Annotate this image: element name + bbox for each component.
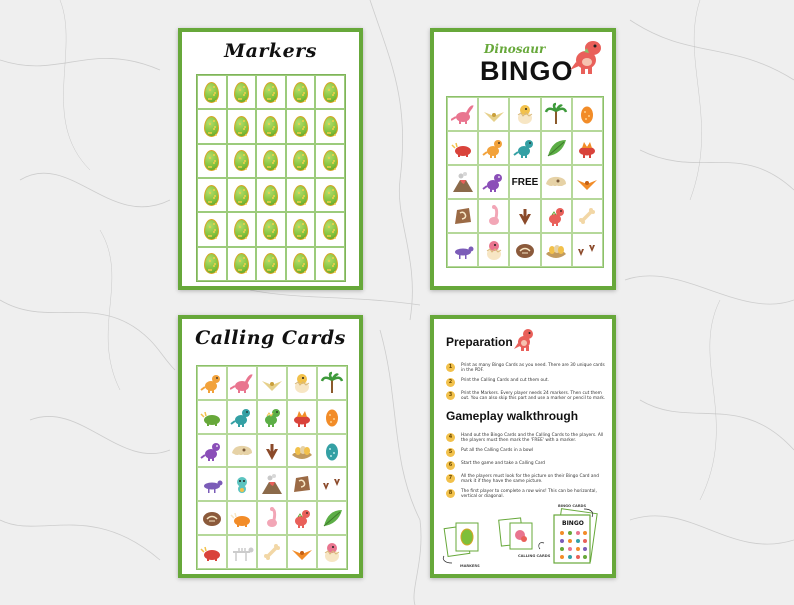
step-item <box>446 378 606 387</box>
marker-cell <box>286 178 316 212</box>
arrow-icon <box>539 543 544 549</box>
marker-cell <box>197 144 227 178</box>
egg-marker-icon <box>204 253 219 274</box>
marker-cell <box>256 109 286 143</box>
egg-marker-icon <box>323 219 338 240</box>
step-text: Put all the Calling Cards in a bowl <box>461 447 534 453</box>
bingo-cell <box>572 233 603 267</box>
marker-cell <box>315 247 345 281</box>
dino-teal-icon <box>230 405 254 429</box>
dino-purple-icon <box>200 439 224 463</box>
egg-marker-icon <box>234 150 249 171</box>
egg-marker-icon <box>293 185 308 206</box>
dino-pink-longneck-icon <box>482 204 506 228</box>
marker-cell <box>256 212 286 246</box>
calling-card-cell <box>227 366 257 400</box>
palm-leaf-icon <box>544 136 568 160</box>
calling-card-cell <box>227 535 257 569</box>
bingo-cell <box>447 233 478 267</box>
pterodactyl-orange-icon <box>290 540 314 564</box>
egg-marker-icon <box>204 219 219 240</box>
dino-orange-icon <box>200 371 224 395</box>
calling-card-cell <box>317 501 347 535</box>
egg-marker-icon <box>293 82 308 103</box>
footprint-small-icon <box>320 472 344 496</box>
dino-pink-longneck-icon <box>260 506 284 530</box>
egg-marker-icon <box>204 185 219 206</box>
fossil-icon <box>451 204 475 228</box>
marker-cell <box>227 247 257 281</box>
egg-marker-icon <box>323 185 338 206</box>
bingo-cell <box>447 199 478 233</box>
markers-label: MARKERS <box>460 564 480 568</box>
egg-marker-icon <box>234 116 249 137</box>
marker-cell <box>197 75 227 109</box>
bingo-cell <box>478 233 509 267</box>
step-text: Print the Markers. Every player needs 24 markers. Then cut them out. You can also skip this part and use a marker or pencil to mark. <box>461 390 606 402</box>
triceratops-red-icon <box>451 136 475 160</box>
marker-cell <box>256 247 286 281</box>
calling-card-cell <box>317 535 347 569</box>
calling-card-cell <box>257 366 287 400</box>
bingo-card-sheet <box>430 28 616 290</box>
calling-card-cell <box>257 400 287 434</box>
marker-cell <box>256 144 286 178</box>
egg-marker-icon <box>263 219 278 240</box>
bone-icon <box>575 204 599 228</box>
calling-card-cell <box>317 366 347 400</box>
calling-card-cell <box>317 400 347 434</box>
bingo-cell <box>447 165 478 199</box>
fossil-icon <box>290 472 314 496</box>
pterodactyl-icon <box>260 371 284 395</box>
instructions-illustration <box>434 501 612 576</box>
fossil-rock-icon <box>200 506 224 530</box>
marker-cell <box>286 109 316 143</box>
egg-marker-icon <box>263 82 278 103</box>
step-number: 3 <box>446 391 455 400</box>
bingo-cell <box>541 131 572 165</box>
egg-marker-icon <box>293 116 308 137</box>
marker-cards-icon <box>444 523 478 556</box>
step-number: 2 <box>446 378 455 387</box>
bingo-cell <box>572 165 603 199</box>
egg-marker-icon <box>234 82 249 103</box>
marker-cell <box>286 212 316 246</box>
egg-marker-icon <box>323 253 338 274</box>
markers-grid <box>196 74 346 282</box>
step-item <box>446 489 606 500</box>
egg-marker-icon <box>263 116 278 137</box>
dino-teal-icon <box>513 136 537 160</box>
footprint-icon <box>260 439 284 463</box>
marker-cell <box>286 75 316 109</box>
egg-marker-icon <box>204 116 219 137</box>
step-text: Print the Calling Cards and cut them out. <box>461 377 549 383</box>
dino-egg-orange-icon <box>320 405 344 429</box>
calling-card-cell <box>197 400 227 434</box>
step-item <box>446 461 606 470</box>
calling-card-cell <box>287 400 317 434</box>
calling-card-cell <box>317 467 347 501</box>
bingo-cell <box>447 97 478 131</box>
dino-skull-icon <box>544 170 568 194</box>
triceratops-red-icon <box>200 540 224 564</box>
bingo-cell <box>478 97 509 131</box>
hatchling-pink-icon <box>320 540 344 564</box>
dino-egg-teal-icon <box>320 439 344 463</box>
dino-red-icon <box>544 204 568 228</box>
bingo-cell <box>541 165 572 199</box>
volcano-icon <box>451 170 475 194</box>
bingo-subtitle: Dinosaur <box>484 42 546 56</box>
bingo-cell <box>478 165 509 199</box>
skeleton-icon <box>230 540 254 564</box>
fossil-rock-icon <box>513 238 537 262</box>
calling-card-cell <box>197 366 227 400</box>
mini-bingo-title: BINGO <box>562 520 584 527</box>
step-number: 6 <box>446 461 455 470</box>
bingo-cell <box>478 199 509 233</box>
bingo-cell <box>572 131 603 165</box>
marker-cell <box>315 178 345 212</box>
step-number: 7 <box>446 474 455 483</box>
step-text: Print as many Bingo Cards as you need. There are 30 unique cards in the PDF. <box>461 363 605 374</box>
calling-cards-grid <box>196 365 348 570</box>
bingo-cell <box>478 131 509 165</box>
calling-card-cell <box>287 434 317 468</box>
markers-title: Markers <box>224 40 317 62</box>
marker-cell <box>227 212 257 246</box>
bingo-cell <box>509 131 540 165</box>
pterodactyl-icon <box>482 102 506 126</box>
arrow-icon <box>443 556 452 563</box>
egg-nest-icon <box>544 238 568 262</box>
preparation-title: Preparation <box>446 335 513 349</box>
step-text: Hand out the Bingo Cards and the Calling Cards to the players. All the players must then mark the 'FREE' with a marker. <box>461 433 604 444</box>
marker-cell <box>227 109 257 143</box>
marker-cell <box>315 212 345 246</box>
bingo-cards-icon <box>554 509 597 563</box>
bingo-cards-label: BINGO CARDS <box>558 504 587 508</box>
preparation-steps <box>446 363 606 406</box>
egg-marker-icon <box>323 150 338 171</box>
calling-card-cell <box>197 467 227 501</box>
egg-marker-icon <box>293 219 308 240</box>
calling-card-cell <box>197 501 227 535</box>
dino-pink-icon <box>451 102 475 126</box>
bingo-cell <box>509 199 540 233</box>
step-number: 4 <box>446 433 455 442</box>
spinosaurus-red-icon <box>575 136 599 160</box>
bingo-cell <box>541 97 572 131</box>
step-item <box>446 363 606 374</box>
marker-cell <box>315 75 345 109</box>
bingo-cell <box>509 233 540 267</box>
egg-marker-icon <box>293 253 308 274</box>
spinosaurus-red-icon <box>290 405 314 429</box>
step-text: Start the game and take a Calling Card <box>461 460 546 466</box>
step-text: All the players must look for the picture on their Bingo Card and mark it if they have the same picture. <box>461 473 599 485</box>
hatchling-icon <box>290 371 314 395</box>
volcano-icon <box>260 472 284 496</box>
calling-card-cell <box>287 467 317 501</box>
calling-card-cell <box>227 501 257 535</box>
marker-cell <box>286 144 316 178</box>
marker-cell <box>315 144 345 178</box>
calling-card-cell <box>197 535 227 569</box>
egg-marker-icon <box>323 116 338 137</box>
bingo-cell <box>541 199 572 233</box>
dino-purple-small-icon <box>200 472 224 496</box>
step-item <box>446 448 606 457</box>
calling-card-cell <box>257 501 287 535</box>
egg-marker-icon <box>234 219 249 240</box>
calling-card-cell <box>197 434 227 468</box>
egg-marker-icon <box>234 185 249 206</box>
marker-cell <box>286 247 316 281</box>
bingo-cell <box>509 97 540 131</box>
calling-card-cell <box>317 434 347 468</box>
dino-orange-icon <box>482 136 506 160</box>
palm-tree-icon <box>320 371 344 395</box>
calling-card-cell <box>227 434 257 468</box>
calling-cards-icon <box>499 518 532 549</box>
calling-card-cell <box>287 501 317 535</box>
bingo-title: BINGO <box>480 56 574 86</box>
step-item <box>446 433 606 444</box>
gameplay-title: Gameplay walkthrough <box>446 409 579 423</box>
egg-marker-icon <box>204 82 219 103</box>
marker-cell <box>227 144 257 178</box>
marker-cell <box>315 109 345 143</box>
gameplay-steps <box>446 433 606 503</box>
dino-green-icon <box>260 405 284 429</box>
calling-card-cell <box>257 434 287 468</box>
calling-card-cell <box>227 467 257 501</box>
step-item <box>446 391 606 402</box>
triceratops-green-icon <box>200 405 224 429</box>
marker-cell <box>227 75 257 109</box>
hatchling-pink-icon <box>482 238 506 262</box>
palm-leaf-icon <box>320 506 344 530</box>
step-text: The first player to complete a row wins! This can be horizontal, vertical or diagonal. <box>461 488 597 500</box>
marker-cell <box>256 178 286 212</box>
dino-purple-small-icon <box>451 238 475 262</box>
bingo-grid <box>446 96 604 268</box>
bone-icon <box>260 540 284 564</box>
triceratops-orange-icon <box>230 506 254 530</box>
red-dino-icon <box>514 327 536 353</box>
bingo-cell <box>509 165 540 199</box>
dino-red-icon <box>290 506 314 530</box>
instructions-sheet <box>430 315 616 578</box>
bingo-cell <box>447 131 478 165</box>
marker-cell <box>197 247 227 281</box>
bingo-cell <box>572 97 603 131</box>
footprint-small-icon <box>575 238 599 262</box>
calling-card-cell <box>257 467 287 501</box>
calling-cards-sheet <box>178 315 363 578</box>
bingo-cell <box>572 199 603 233</box>
step-number: 5 <box>446 448 455 457</box>
calling-cards-title: Calling Cards <box>195 327 346 349</box>
palm-tree-icon <box>544 102 568 126</box>
egg-nest-icon <box>290 439 314 463</box>
egg-marker-icon <box>204 150 219 171</box>
calling-card-cell <box>287 366 317 400</box>
marker-cell <box>227 178 257 212</box>
egg-marker-icon <box>263 185 278 206</box>
markers-sheet <box>178 28 363 290</box>
dino-pink-icon <box>230 371 254 395</box>
calling-card-cell <box>227 400 257 434</box>
hatchling-icon <box>513 102 537 126</box>
step-item <box>446 474 606 485</box>
marker-cell <box>197 178 227 212</box>
pterodactyl-orange-icon <box>575 170 599 194</box>
red-dino-icon <box>570 38 606 76</box>
dino-purple-icon <box>482 170 506 194</box>
marker-cell <box>256 75 286 109</box>
egg-marker-icon <box>263 150 278 171</box>
egg-marker-icon <box>323 82 338 103</box>
free-space-label: FREE <box>511 176 539 188</box>
footprint-icon <box>513 204 537 228</box>
egg-marker-icon <box>234 253 249 274</box>
egg-marker-icon <box>293 150 308 171</box>
bingo-cell <box>541 233 572 267</box>
marker-cell <box>197 212 227 246</box>
dino-egg-orange-icon <box>575 102 599 126</box>
calling-card-cell <box>257 535 287 569</box>
step-number: 8 <box>446 489 455 498</box>
dino-teal-baby-icon <box>230 472 254 496</box>
calling-card-cell <box>287 535 317 569</box>
marker-cell <box>197 109 227 143</box>
egg-marker-icon <box>263 253 278 274</box>
step-number: 1 <box>446 363 455 372</box>
calling-cards-label: CALLING CARDS <box>518 554 551 558</box>
dino-skull-icon <box>230 439 254 463</box>
